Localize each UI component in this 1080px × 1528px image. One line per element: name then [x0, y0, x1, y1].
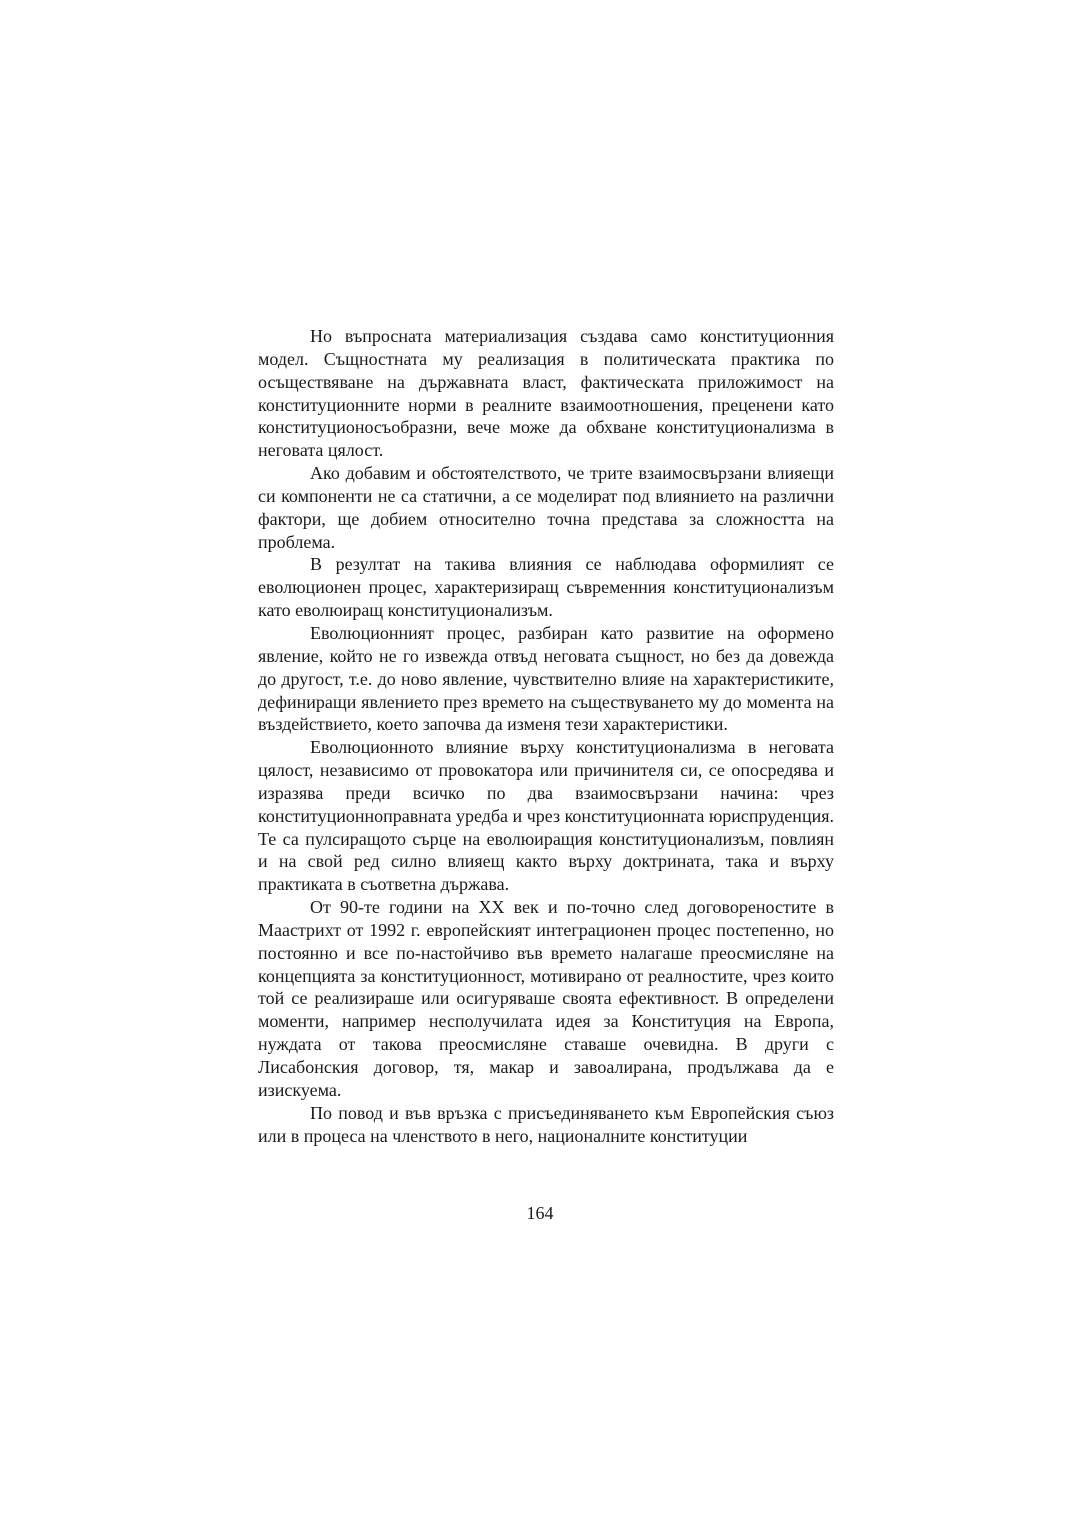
- paragraph-6: От 90-те години на XX век и по-точно след договореностите в Маастрихт от 1992 г. европейският интеграционен процес постепенно, но постоянно и все по-настойчиво във времето налагаше преосмисляне на концепцията за конституционност, мотивирано от реалностите, чрез които той се реализираше или осигуряваше своята ефективност. В определени моменти, например несполучилата идея за Конституция на Европа, нуждата от такова преосмисляне ставаше очевидна. В други с Лисабонския договор, тя, макар и завоалирана, продължава да е изискуема.: [258, 897, 834, 1100]
- paragraph-5: Еволюционното влияние върху конституционализма в неговата цялост, независимо от провокатора или причинителя си, се опосредява и изразява преди всичко по два взаимосвързани начина: чрез конституционноправната уредба и чрез конституционната юриспруденция. Те са пулсиращото сърце на еволюиращия конституционализъм, повлиян и на свой ред силно влияещ както върху доктрината, така и върху практиката в съответна държава.: [258, 737, 834, 895]
- paragraph-7: По повод и във връзка с присъединяването към Европейския съюз или в процеса на членството в него, националните конституции: [258, 1102, 834, 1146]
- paragraph-2: Ако добавим и обстоятелството, че трите взаимосвързани влияещи си компоненти не са статични, а се моделират под влиянието на различни фактори, ще добием относително точна представа за сложността на проблема.: [258, 463, 834, 552]
- paragraph-1: Но въпросната материализация създава само конституционния модел. Същностната му реализация в политическата практика по осъществяване на държавната власт, фактическата приложимост на конституционните норми в реалните взаимоотношения, преценени като конституционосъобразни, вече може да обхване конституционализма в неговата цялост.: [258, 326, 834, 461]
- body-text: [258, 325, 834, 1147]
- paragraph-4: Еволюционният процес, разбиран като развитие на оформено явление, който не го извежда отвъд неговата същност, но без да довежда до другост, т.е. до ново явление, чувствително влияе на характеристиките, дефиниращи явлението през времето на съществуването му до момента на въздействието, което започва да изменя тези характеристики.: [258, 622, 834, 735]
- paragraph-3: В резултат на такива влияния се наблюдава оформилият се еволюционен процес, характеризиращ съвременния конституционализъм като еволюиращ конституционализъм.: [258, 554, 834, 621]
- page-number: 164: [526, 1203, 554, 1223]
